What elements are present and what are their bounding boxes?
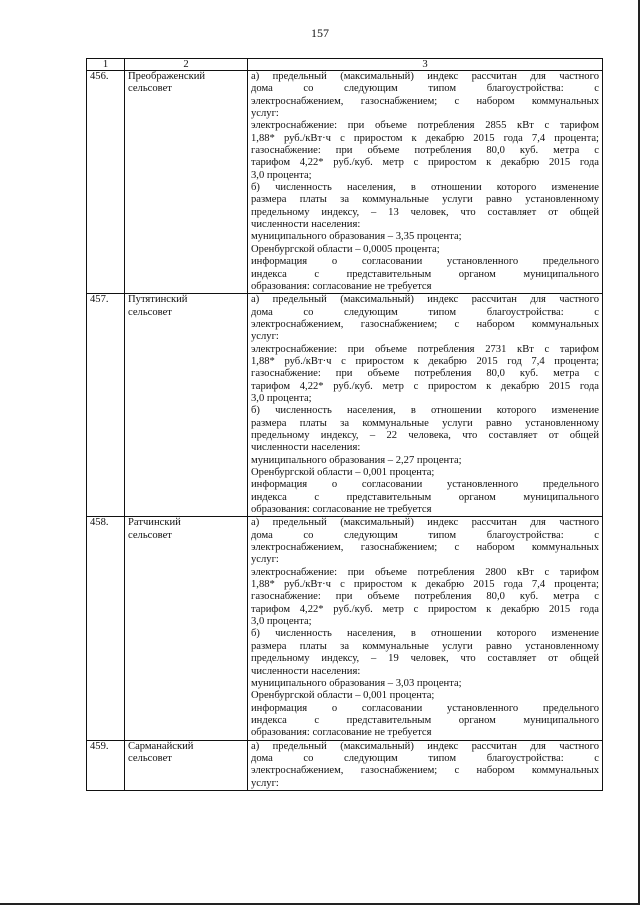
description-line: электроснабжением, газоснабжением; с набором коммунальных bbox=[251, 95, 599, 107]
settlement-name bbox=[125, 71, 248, 294]
column-header-1: 1 bbox=[87, 59, 125, 71]
description-line: электроснабжение: при объеме потребления 2731 кВт с тарифом bbox=[251, 343, 599, 355]
data-table bbox=[86, 58, 603, 791]
description-line: муниципального образования – 2,27 процента; bbox=[251, 454, 462, 466]
settlement-name-line: сельсовет bbox=[128, 752, 172, 764]
description-line: индекса с представительным органом муниципального bbox=[251, 714, 599, 726]
description-line: 3,0 процента; bbox=[251, 392, 312, 404]
description-line: размера платы за коммунальные услуги равно установленному bbox=[251, 640, 599, 652]
description-line: образования: согласование не требуется bbox=[251, 280, 432, 292]
description-line: б) численность населения, в отношении которого изменение bbox=[251, 628, 599, 640]
table-row bbox=[87, 740, 603, 790]
description-line: 3,0 процента; bbox=[251, 169, 312, 181]
description-line: услуг: bbox=[251, 108, 279, 120]
description-line: численности населения: bbox=[251, 665, 361, 677]
description-line: 1,88* руб./кВт·ч с приростом к декабрю 2015 года 7,4 процента; bbox=[251, 579, 599, 591]
index-description bbox=[248, 294, 603, 517]
description-line: информация о согласовании установленного предельного bbox=[251, 479, 599, 491]
description-line: Оренбургской области – 0,0005 процента; bbox=[251, 243, 440, 255]
description-line: электроснабжение: при объеме потребления 2855 кВт с тарифом bbox=[251, 120, 599, 132]
description-line: услуг: bbox=[251, 554, 279, 566]
settlement-name-line: сельсовет bbox=[128, 83, 172, 95]
description-line: электроснабжением, газоснабжением; с набором коммунальных bbox=[251, 765, 599, 777]
row-number: 457. bbox=[87, 294, 125, 517]
settlement-name-line: Сарманайский bbox=[128, 740, 194, 752]
description-line: электроснабжением, газоснабжением; с набором коммунальных bbox=[251, 542, 599, 554]
settlement-name bbox=[125, 517, 248, 740]
description-line: предельному индексу, – 13 человек, что составляет от общей bbox=[251, 206, 599, 218]
page-number: 157 bbox=[311, 26, 329, 40]
description-line: газоснабжение: при объеме потребления 80,0 куб. метра с bbox=[251, 591, 599, 603]
description-line: информация о согласовании установленного предельного bbox=[251, 702, 599, 714]
description-line: информация о согласовании установленного предельного bbox=[251, 256, 599, 268]
description-line: электроснабжение: при объеме потребления 2800 кВт с тарифом bbox=[251, 566, 599, 578]
description-line: а) предельный (максимальный) индекс рассчитан для частного bbox=[251, 71, 599, 82]
settlement-name bbox=[125, 740, 248, 790]
description-line: услуг: bbox=[251, 777, 279, 789]
settlement-name-line: сельсовет bbox=[128, 306, 172, 318]
settlement-name-line: Ратчинский bbox=[128, 517, 181, 529]
description-line: услуг: bbox=[251, 331, 279, 343]
description-line: размера платы за коммунальные услуги равно установленному bbox=[251, 194, 599, 206]
description-line: тарифом 4,22* руб./куб. метр с приростом к декабрю 2015 года bbox=[251, 157, 599, 169]
settlement-name-line: сельсовет bbox=[128, 529, 172, 541]
table-body bbox=[87, 71, 603, 791]
row-number: 459. bbox=[87, 740, 125, 790]
index-description bbox=[248, 517, 603, 740]
description-line: численности населения: bbox=[251, 442, 361, 454]
description-line: б) численность населения, в отношении которого изменение bbox=[251, 182, 599, 194]
description-line: дома со следующим типом благоустройства: с bbox=[251, 83, 599, 95]
description-line: численности населения: bbox=[251, 219, 361, 231]
description-line: Оренбургской области – 0,001 процента; bbox=[251, 467, 435, 478]
description-line: 1,88* руб./кВт·ч с приростом к декабрю 2015 год 7,4 процента; bbox=[251, 355, 599, 367]
index-description bbox=[248, 740, 603, 790]
table-row bbox=[87, 517, 603, 740]
description-line: тарифом 4,22* руб./куб. метр с приростом к декабрю 2015 года bbox=[251, 603, 599, 615]
settlement-name bbox=[125, 294, 248, 517]
index-description bbox=[248, 71, 603, 294]
table-row bbox=[87, 71, 603, 294]
description-line: газоснабжение: при объеме потребления 80,0 куб. метра с bbox=[251, 145, 599, 157]
description-line: муниципального образования – 3,03 процента; bbox=[251, 677, 462, 689]
description-line: предельному индексу, – 19 человек, что составляет от общей bbox=[251, 653, 599, 665]
description-line: индекса с представительным органом муниципального bbox=[251, 268, 599, 280]
description-line: б) численность населения, в отношении которого изменение bbox=[251, 405, 599, 417]
row-number: 456. bbox=[87, 71, 125, 294]
description-line: размера платы за коммунальные услуги равно установленному bbox=[251, 417, 599, 429]
description-line: дома со следующим типом благоустройства: с bbox=[251, 529, 599, 541]
row-number: 458. bbox=[87, 517, 125, 740]
description-line: тарифом 4,22* руб./куб. метр с приростом к декабрю 2015 года bbox=[251, 380, 599, 392]
description-line: муниципального образования – 3,35 процента; bbox=[251, 231, 462, 243]
description-line: 1,88* руб./кВт·ч с приростом к декабрю 2015 года 7,4 процента; bbox=[251, 132, 599, 144]
description-line: образования: согласование не требуется bbox=[251, 727, 432, 739]
column-header-3: 3 bbox=[248, 59, 603, 71]
description-line: предельному индексу, – 22 человека, что составляет от общей bbox=[251, 429, 599, 441]
table-header-row bbox=[87, 59, 603, 71]
description-line: образования: согласование не требуется bbox=[251, 504, 432, 516]
table-row bbox=[87, 294, 603, 517]
description-line: индекса с представительным органом муниципального bbox=[251, 491, 599, 503]
description-line: электроснабжением, газоснабжением; с набором коммунальных bbox=[251, 318, 599, 330]
description-line: а) предельный (максимальный) индекс рассчитан для частного bbox=[251, 517, 599, 529]
description-line: а) предельный (максимальный) индекс рассчитан для частного bbox=[251, 740, 599, 752]
description-line: газоснабжение: при объеме потребления 80,0 куб. метра с bbox=[251, 368, 599, 380]
settlement-name-line: Путятинский bbox=[128, 294, 188, 306]
description-line: дома со следующим типом благоустройства: с bbox=[251, 306, 599, 318]
column-header-2: 2 bbox=[125, 59, 248, 71]
description-line: 3,0 процента; bbox=[251, 616, 312, 628]
description-line: Оренбургской области – 0,001 процента; bbox=[251, 690, 435, 702]
settlement-name-line: Преображенский bbox=[128, 71, 206, 82]
description-line: дома со следующим типом благоустройства: с bbox=[251, 752, 599, 764]
description-line: а) предельный (максимальный) индекс рассчитан для частного bbox=[251, 294, 599, 306]
